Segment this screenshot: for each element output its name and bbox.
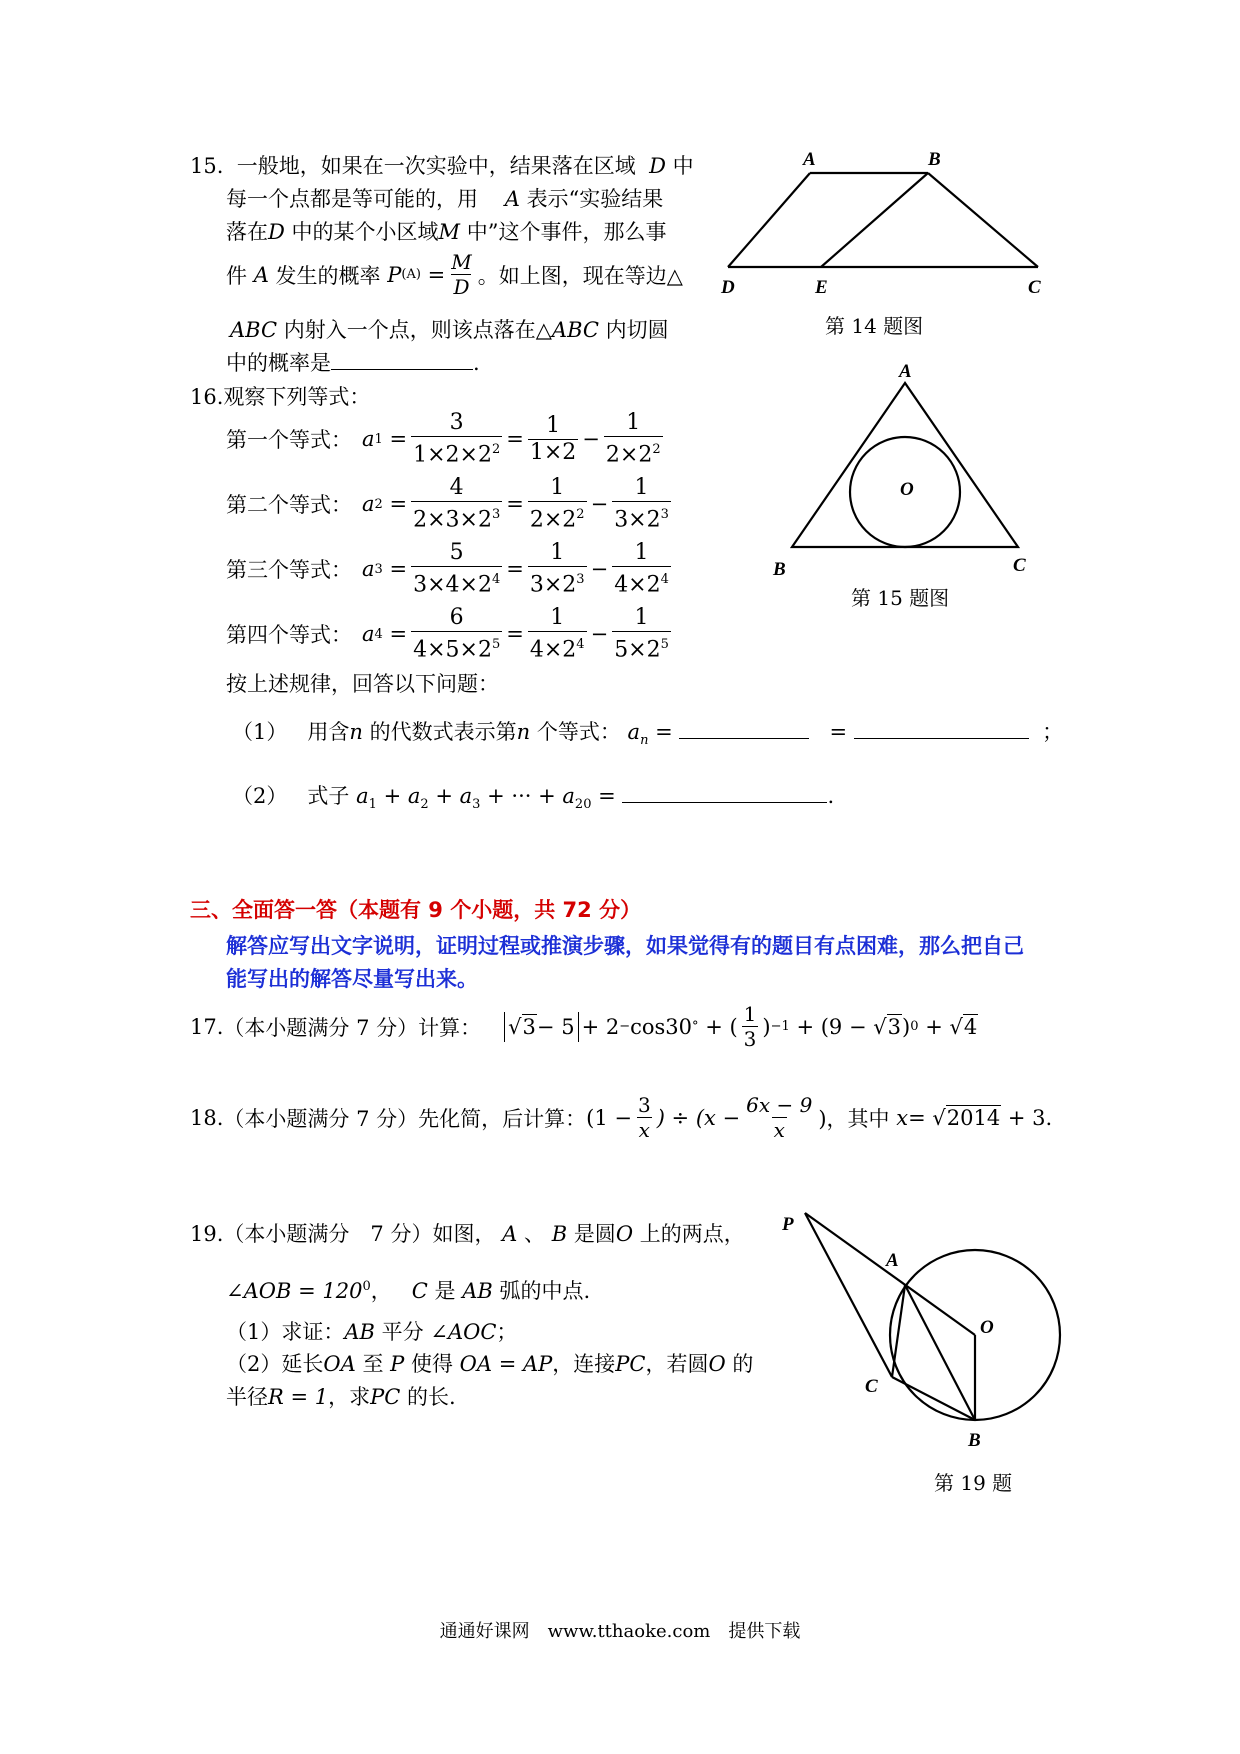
fig19-line-PC: [805, 1213, 892, 1377]
q15-line1: 15. 一般地，如果在一次实验中，结果落在区域 D 中: [190, 154, 694, 178]
q16-part2: （2） 式子 $a_1 + a_2 + a_3$ + ··· + $a_{20}$ = .: [232, 780, 834, 821]
q19-part2-cont: 半径R = 1，求PC 的长.: [226, 1385, 456, 1409]
q19-line2: ∠AOB = $120^0$， C 是 AB 弧的中点.: [226, 1279, 591, 1303]
section-3-instruction-1: 解答应写出文字说明，证明过程或推演步骤，如果觉得有的题目有点困难，那么把自己: [226, 934, 1024, 958]
fig15-label-B: B: [773, 559, 786, 580]
fig14-label-A: A: [803, 149, 816, 170]
page-footer: 通通好课网 www.tthaoke.com 提供下载: [439, 1621, 801, 1642]
q17-abs-right: [578, 1012, 579, 1042]
figure-14: [715, 140, 1055, 340]
q16-blank-2[interactable]: [854, 716, 1029, 739]
fig15-triangle: [792, 383, 1018, 547]
q19-line1: 19.（本小题满分 7 分）如图， A 、 B 是圆O 上的两点，: [190, 1222, 745, 1246]
fig14-label-D: D: [721, 277, 735, 298]
fig14-side-BC: [928, 173, 1038, 267]
fig19-line-PO: [805, 1213, 975, 1335]
q16-row-1: 第一个等式： a 1 = $\frac{3}{1\times 2\times 2^2}$ = $\frac{1}{1\times 2}$ − $\frac{1}{2\times 2^2}$: [226, 410, 661, 468]
q15-line2: 每一个点都是等可能的，用 A 表示“实验结果: [226, 187, 664, 211]
figure-15: [765, 355, 1045, 615]
q16-intro: 16.观察下列等式：: [190, 385, 371, 409]
fig14-label-B: B: [928, 149, 941, 170]
fig19-label-P: P: [782, 1214, 794, 1235]
fig15-label-C: C: [1013, 555, 1026, 576]
fig19-label-B: B: [968, 1430, 981, 1451]
fig14-caption: 第 14 题图: [825, 314, 924, 338]
fig19-label-O: O: [980, 1317, 994, 1338]
q15-line4: 件 A 发生的概率 P (A) = $\frac{M}{D}$ 。如上图，现在等边△: [226, 250, 683, 299]
q19-part2: （2）延长OA 至 P 使得 OA = AP，连接PC，若圆O 的: [226, 1352, 754, 1376]
q16-row-3: 第三个等式： a 3 = $\frac{5}{3\times 4\times 2^4}$ = $\frac{1}{3\times 2^3}$ − $\frac{1}{4\times 2^4}$: [226, 540, 669, 598]
q17: 17. （本小题满分 7 分）计算： √ 3 − 5 + 2 − cos30 ° + ( $\frac{1}{3}$ ) −1 + (9 − √ 3 ) 0 + √ 4: [190, 1002, 978, 1051]
fig19-line-AB: [905, 1285, 975, 1420]
fig19-label-C: C: [865, 1376, 878, 1397]
fig19-label-A: A: [886, 1250, 899, 1271]
figure-19: [770, 1200, 1080, 1510]
q15-line6: 中的概率是 .: [226, 347, 480, 380]
q15-line5: ABC 内射入一个点，则该点落在△ABC 内切圆: [230, 318, 669, 342]
q16-blank-1[interactable]: [679, 716, 809, 739]
q15-answer-blank[interactable]: [331, 347, 473, 370]
fig14-side-EB: [821, 173, 928, 267]
q16-blank-3[interactable]: [622, 780, 827, 803]
fig19-line-CB: [892, 1377, 975, 1420]
fig14-side-DA: [728, 173, 810, 267]
q17-abs-left: [504, 1012, 505, 1042]
q16-row-2: 第二个等式： a 2 = $\frac{4}{2\times 3\times 2^3}$ = $\frac{1}{2\times 2^2}$ − $\frac{1}{3\times 2^3}$: [226, 475, 669, 533]
fig14-label-E: E: [815, 277, 828, 298]
q15-fraction: $\frac{M}{D}$: [451, 250, 472, 299]
fig15-label-O: O: [900, 479, 914, 500]
fig14-label-C: C: [1028, 277, 1041, 298]
section-3-instruction-2: 能写出的解答尽量写出来。: [226, 967, 478, 991]
q16-after: 按上述规律，回答以下问题：: [226, 672, 499, 696]
section-3-title: 三、全面答一答（本题有 9 个小题，共 72 分）: [190, 898, 642, 922]
q18: 18. （本小题满分 7 分）先化简，后计算： (1 − $\frac{3}{x}$ ) ÷ (x − $\frac{6x - 9}{x}$ )，其中 x = √ 2014 + 3.: [190, 1093, 1053, 1142]
fig15-label-A: A: [899, 361, 912, 382]
q16-row-4: 第四个等式： a 4 = $\frac{6}{4\times 5\times 2^5}$ = $\frac{1}{4\times 2^4}$ − $\frac{1}{5\times 2^5}$: [226, 605, 669, 663]
fig15-caption: 第 15 题图: [851, 586, 950, 610]
q19-part1: （1）求证：AB 平分 ∠AOC；: [226, 1320, 518, 1344]
fig19-caption: 第 19 题: [934, 1471, 1013, 1495]
q16-part1: （1） 用含n 的代数式表示第n 个等式： $a_n$ = = ；: [232, 716, 1063, 757]
q15-line3: 落在D 中的某个小区域M 中”这个事件，那么事: [226, 220, 667, 244]
